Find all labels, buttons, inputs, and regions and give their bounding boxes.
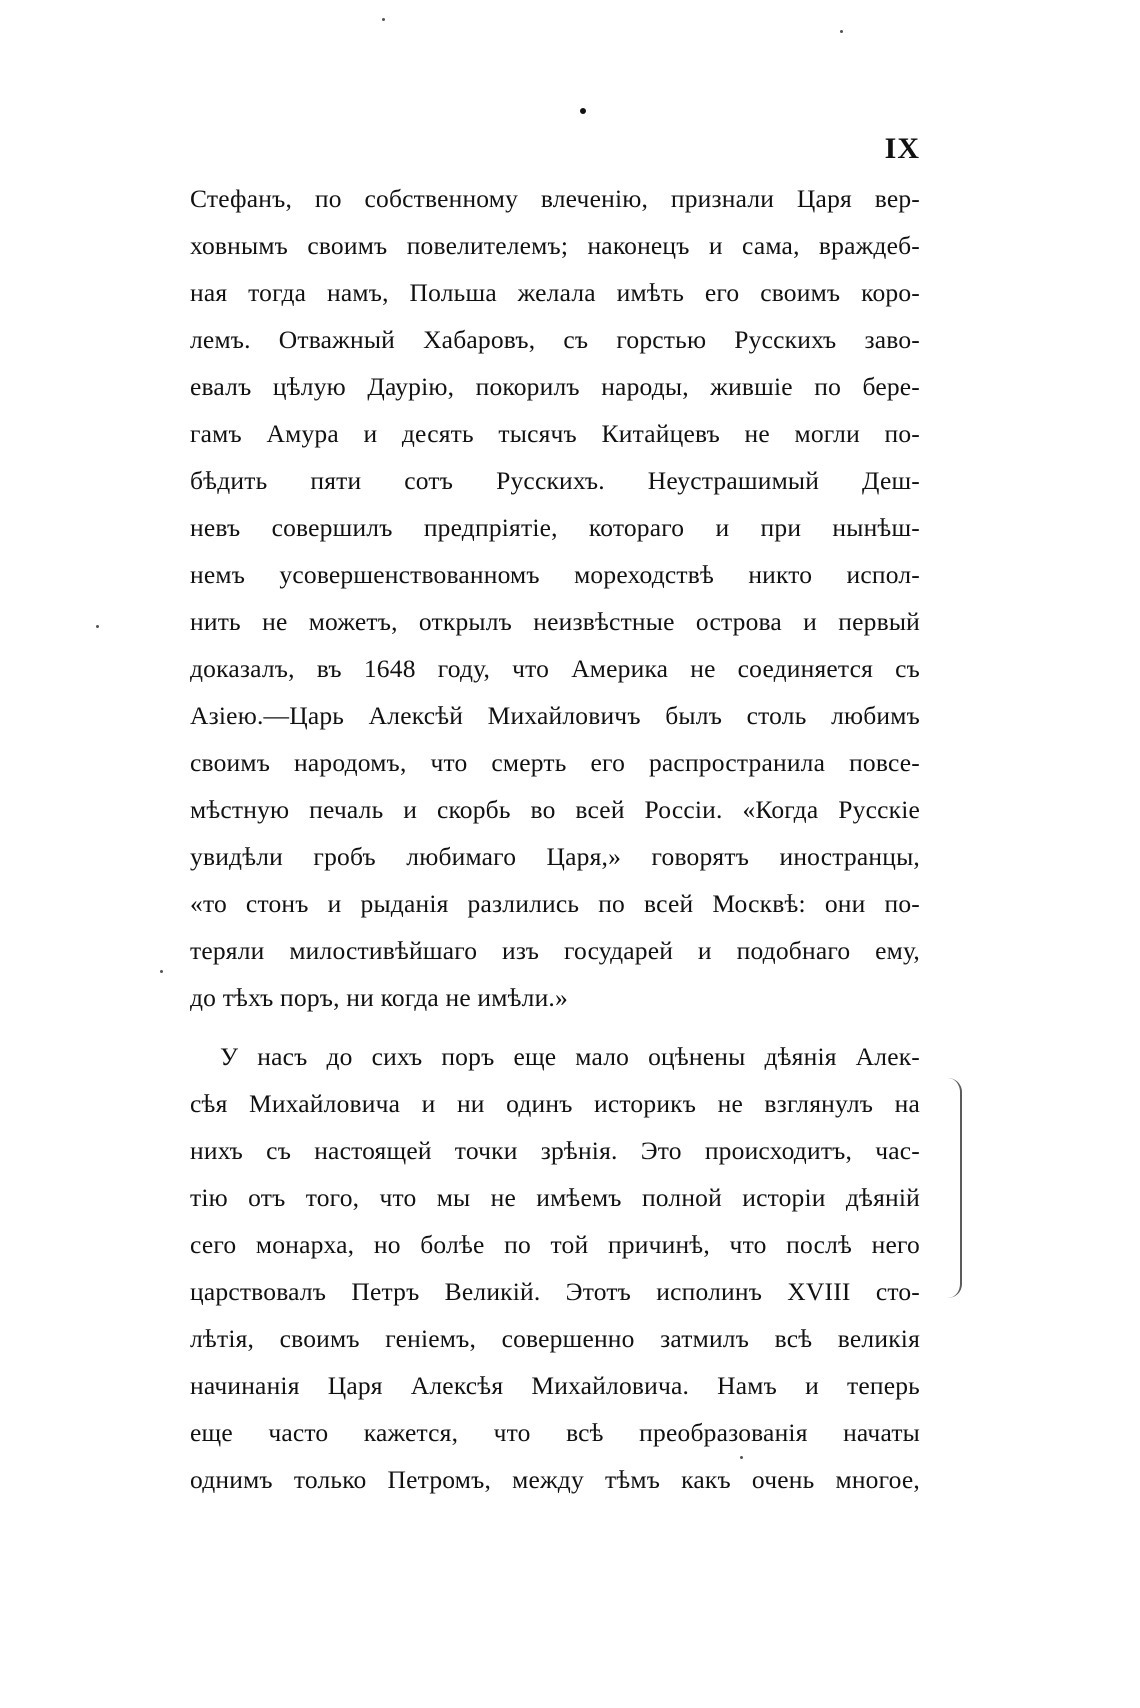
text-line: бѣдить пяти сотъ Русскихъ. Неустрашимый Деш- <box>190 466 920 495</box>
text-line: еще часто кажется, что всѣ преобразованія начаты <box>190 1418 920 1447</box>
text-line: немъ усовершенствованномъ мореходствѣ никто испол- <box>190 560 920 589</box>
text-line: царствовалъ Петръ Великій. Этотъ исполинъ XVIII сто- <box>190 1277 920 1306</box>
text-line: невъ совершилъ предпріятіе, котораго и при нынѣш- <box>190 513 920 542</box>
text-line: «то стонъ и рыданія разлились по всей Москвѣ: они по- <box>190 889 920 918</box>
text-line: однимъ только Петромъ, между тѣмъ какъ очень многое, <box>190 1465 920 1494</box>
paper-speck <box>160 970 163 973</box>
text-line: теряли милостивѣйшаго изъ государей и подобнаго ему, <box>190 936 920 965</box>
text-line: У насъ до сихъ поръ еще мало оцѣнены дѣянія Алек- <box>220 1042 920 1071</box>
text-line: сего монарха, но болѣе по той причинѣ, что послѣ него <box>190 1230 920 1259</box>
text-line: лѣтія, своимъ геніемъ, совершенно затмилъ всѣ великія <box>190 1324 920 1353</box>
text-line: нить не можетъ, открылъ неизвѣстные острова и первый <box>190 607 920 636</box>
paragraph-2 <box>190 1033 920 1503</box>
text-line: лемъ. Отважный Хабаровъ, съ горстью Русскихъ заво- <box>190 325 920 354</box>
paper-speck <box>840 30 843 33</box>
text-line: евалъ цѣлую Даурію, покорилъ народы, жившіе по бере- <box>190 372 920 401</box>
body-text <box>190 175 920 1503</box>
paragraph-1 <box>190 175 920 1021</box>
text-line: ховнымъ своимъ повелителемъ; наконецъ и сама, враждеб- <box>190 231 920 260</box>
paragraph-gap <box>190 1021 920 1033</box>
text-line: доказалъ, въ 1648 году, что Америка не соединяется съ <box>190 654 920 683</box>
text-line: ная тогда намъ, Польша желала имѣть его своимъ коро- <box>190 278 920 307</box>
text-line: сѣя Михайловича и ни одинъ историкъ не взглянулъ на <box>190 1089 920 1118</box>
text-line: тію отъ того, что мы не имѣемъ полной исторіи дѣяній <box>190 1183 920 1212</box>
text-line: Стефанъ, по собственному влеченію, признали Царя вер- <box>190 184 920 213</box>
paper-speck <box>382 18 385 21</box>
print-dot <box>580 108 586 114</box>
text-line: мѣстную печаль и скорбь во всей Россіи. «Когда Русскіе <box>190 795 920 824</box>
margin-bracket-mark <box>948 1078 962 1298</box>
text-line: до тѣхъ поръ, ни когда не имѣли.» <box>190 983 568 1012</box>
page-number: IX <box>884 132 920 165</box>
text-line: нихъ съ настоящей точки зрѣнія. Это происходитъ, час- <box>190 1136 920 1165</box>
paper-speck <box>96 625 99 628</box>
text-line: своимъ народомъ, что смерть его распространила повсе- <box>190 748 920 777</box>
paper-speck <box>740 1456 743 1459</box>
text-line: гамъ Амура и десять тысячъ Китайцевъ не могли по- <box>190 419 920 448</box>
text-line: Азіею.—Царь Алексѣй Михайловичъ былъ столь любимъ <box>190 701 920 730</box>
text-line: начинанія Царя Алексѣя Михайловича. Намъ и теперь <box>190 1371 920 1400</box>
text-line: увидѣли гробъ любимаго Царя,» говорятъ иностранцы, <box>190 842 920 871</box>
